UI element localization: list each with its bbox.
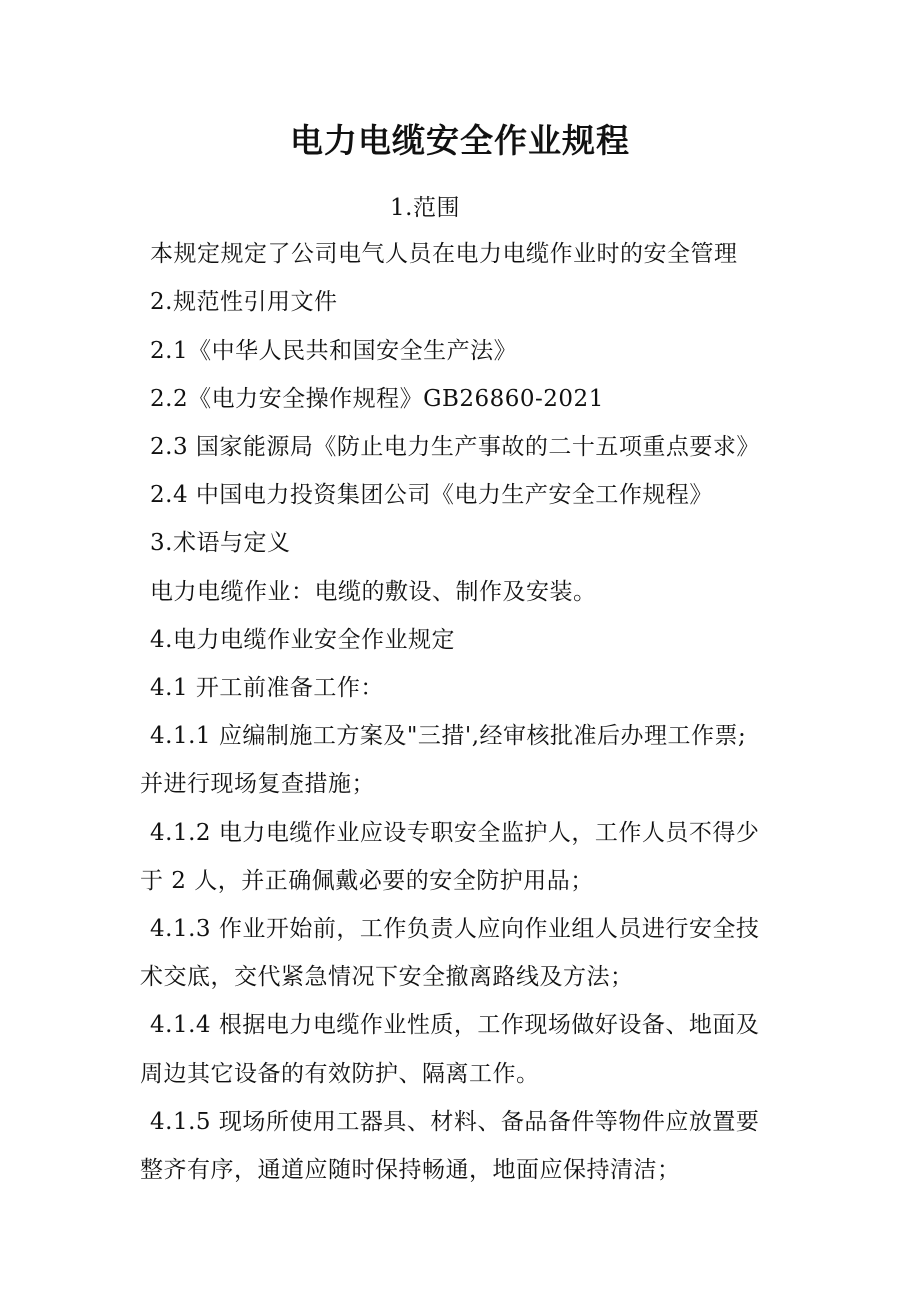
rule-item-line: 4.1.4 根据电力电缆作业性质，工作现场做好设备、地面及 [150, 1012, 760, 1038]
subsection-heading: 4.1 开工前准备工作： [150, 675, 384, 701]
section-heading-scope: 1.范围 [390, 195, 460, 221]
reference-item: 2.2《电力安全操作规程》GB26860-2021 [150, 386, 604, 412]
reference-item: 2.4 中国电力投资集团公司《电力生产安全工作规程》 [150, 482, 713, 508]
section-heading-references: 2.规范性引用文件 [150, 289, 338, 315]
rule-item-continuation: 并进行现场复查措施； [140, 771, 375, 797]
document-title: 电力电缆安全作业规程 [290, 121, 630, 160]
rule-item-continuation: 周边其它设备的有效防护、隔离工作。 [140, 1061, 540, 1087]
rule-item-line: 4.1.1 应编制施工方案及"三措',经审核批准后办理工作票; [150, 723, 747, 749]
rule-item-continuation: 术交底，交代紧急情况下安全撤离路线及方法； [140, 964, 634, 990]
paragraph-definition: 电力电缆作业：电缆的敷设、制作及安装。 [150, 579, 597, 605]
reference-item: 2.1《中华人民共和国安全生产法》 [150, 338, 518, 364]
paragraph-scope: 本规定规定了公司电气人员在电力电缆作业时的安全管理 [150, 241, 738, 267]
rule-item-continuation: 整齐有序，通道应随时保持畅通，地面应保持清洁； [140, 1157, 681, 1183]
rule-item-line: 4.1.5 现场所使用工器具、材料、备品备件等物件应放置要 [150, 1109, 760, 1135]
section-heading-rules: 4.电力电缆作业安全作业规定 [150, 627, 455, 653]
rule-item-line: 4.1.2 电力电缆作业应设专职安全监护人，工作人员不得少 [150, 820, 760, 846]
reference-item: 2.3 国家能源局《防止电力生产事故的二十五项重点要求》 [150, 434, 760, 460]
rule-item-continuation: 于 2 人，并正确佩戴必要的安全防护用品； [140, 868, 594, 894]
section-heading-terms: 3.术语与定义 [150, 530, 291, 556]
rule-item-line: 4.1.3 作业开始前，工作负责人应向作业组人员进行安全技 [150, 916, 760, 942]
